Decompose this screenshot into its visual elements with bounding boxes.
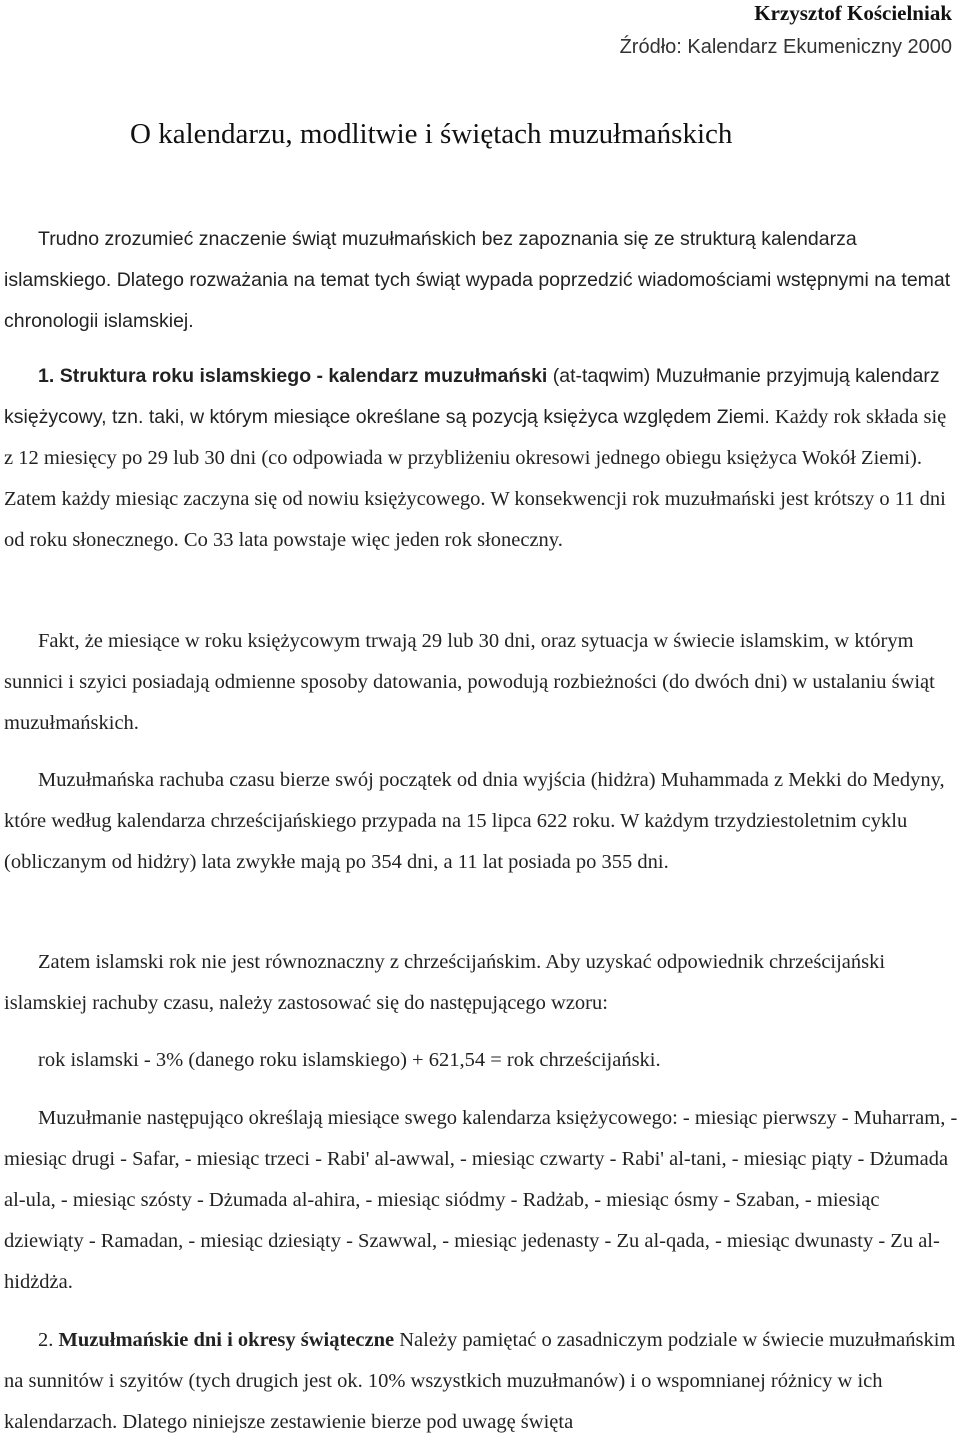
intro-paragraph: Trudno zrozumieć znaczenie świąt muzułmańskich bez zapoznania się ze strukturą kalendarza islamskiego. Dlatego rozważania na temat tych świąt wypada poprzedzić wiadomościami wstępnymi na temat chronologii islamskiej. bbox=[4, 228, 951, 332]
paragraph-fakt: Fakt, że miesiące w roku księżycowym trwają 29 lub 30 dni, oraz sytuacja w świecie islamskim, w którym sunnici i szyici posiadają odmienne sposoby datowania, powodują rozbieżności (do dwóch dni) w ustalaniu świąt muzułmańskich. bbox=[4, 630, 935, 734]
section-1-paragraph bbox=[4, 356, 958, 561]
section-1-number: 1. bbox=[38, 365, 55, 387]
author-name: Krzysztof Kościelniak bbox=[754, 1, 952, 25]
section-2-body: Należy pamiętać o zasadniczym podziale w świecie muzułmańskim na sunnitów i szyitów (tych drugich jest ok. 10% wszystkich muzułmanów) i o wspomnianej różnicy w ich kalendarzach. Dlatego niniejsze zestawienie bierze pod uwagę święta bbox=[4, 1329, 956, 1433]
paragraph-rachuba: Muzułmańska rachuba czasu bierze swój początek od dnia wyjścia (hidżra) Muhammada z Mekki do Medyny, które według kalendarza chrześcijańskiego przypada na 15 lipca 622 roku. W każdym trzydziestoletnim cyklu (obliczanym od hidżry) lata zwykłe mają po 354 dni, a 11 lat posiada po 355 dni. bbox=[4, 769, 945, 873]
section-2-heading: Muzułmańskie dni i okresy świąteczne bbox=[58, 1329, 395, 1351]
paragraph-months: Muzułmanie następująco określają miesiące swego kalendarza księżycowego: - miesiąc pierwszy - Muharram, - miesiąc drugi - Safar, - miesiąc trzeci - Rabi' al-awwal, - miesiąc czwarty - Rabi' al-tani, - miesiąc piąty - Dżumada al-ula, - miesiąc szósty - Dżumada al-ahira, - miesiąc siódmy - Radżab, - miesiąc ósmy - Szaban, - miesiąc dziewiąty - Ramadan, - miesiąc dziesiąty - Szawwal, - miesiąc jedenasty - Zu al-qada, - miesiąc dwunasty - Zu al-hidżdża. bbox=[4, 1107, 958, 1293]
section-1-body: Każdy rok składa się z 12 miesięcy po 29 lub 30 dni (co odpowiada w przybliżeniu okresowi jednego obiegu księżyca Wokół Ziemi). Zatem każdy miesiąc zaczyna się od nowiu księżycowego. W konsekwencji rok muzułmański jest krótszy o 11 dni od roku słonecznego. Co 33 lata powstaje więc jeden rok słoneczny. bbox=[4, 406, 947, 551]
source-line: Źródło: Kalendarz Ekumeniczny 2000 bbox=[619, 36, 952, 58]
paragraph-zatem: Zatem islamski rok nie jest równoznaczny z chrześcijańskim. Aby uzyskać odpowiednik chrześcijański islamskiej rachuby czasu, należy zastosować się do następującego wzoru: bbox=[4, 951, 886, 1014]
section-1-heading: Struktura roku islamskiego - kalendarz muzułmański bbox=[59, 365, 548, 387]
section-2-paragraph bbox=[4, 1320, 958, 1443]
section-2-number: 2. bbox=[38, 1329, 59, 1351]
conversion-formula: rok islamski - 3% (danego roku islamskiego) + 621,54 = rok chrześcijański. bbox=[38, 1049, 661, 1071]
section-1-body-sans: (at-taqwim) Muzułmanie przyjmują kalendarz księżycowy, tzn. taki, w którym miesiące określane są pozycją księżyca względem Ziemi. bbox=[4, 365, 940, 428]
document-title: O kalendarzu, modlitwie i świętach muzułmańskich bbox=[130, 118, 733, 150]
